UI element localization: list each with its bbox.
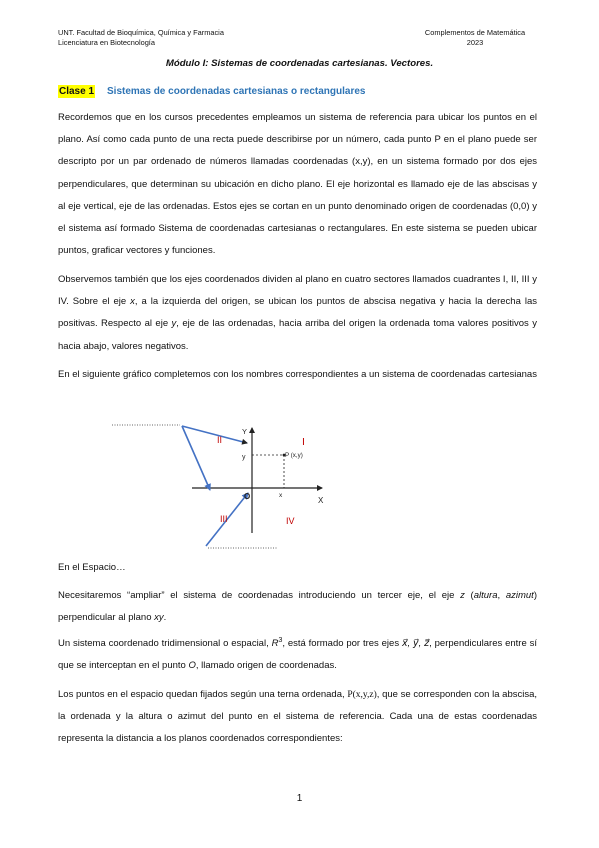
math-point: P(x,y,z) <box>347 690 377 700</box>
text-fragment: Observemos también que los ejes coordenados dividen al plano en cuatro sectores llamados cuadrantes I, II, III y IV. Sobre el eje <box>58 274 537 308</box>
math-r: R <box>271 638 279 650</box>
quadrant-iii-label: III <box>220 514 228 524</box>
origin-label: O <box>244 492 251 501</box>
page-number: 1 <box>296 793 303 804</box>
arrow-to-left-region <box>182 426 210 490</box>
text-fragment: ( <box>464 590 474 601</box>
point-label: P (x,y) <box>285 452 303 459</box>
text-fragment: , <box>497 590 506 601</box>
quadrant-ii-label: II <box>217 435 223 445</box>
text-fragment: , eje de las ordenadas, hacia arriba del origen la ordenada toma valores positivos y hacia abajo, valores negativos. <box>58 318 537 352</box>
paragraph-3d-system <box>58 630 537 678</box>
x-axis-label: X <box>318 496 324 505</box>
paragraph-third-axis <box>58 585 537 629</box>
x-coordinate-label: x <box>279 492 283 499</box>
header-course-name: Complementos de Matemática <box>424 28 526 37</box>
class-badge: Clase 1 <box>59 86 95 97</box>
term-azimut: azimut <box>505 590 534 601</box>
text-fragment: Los puntos en el espacio quedan fijados según una terna ordenada, <box>58 689 348 700</box>
module-title: Módulo I: Sistemas de coordenadas cartesianas. Vectores. <box>165 58 434 69</box>
header-faculty: UNT. Facultad de Bioquímica, Química y Farmacia <box>58 28 224 37</box>
paragraph-ordered-triple <box>58 684 537 751</box>
y-axis-label: Y <box>242 427 248 436</box>
text-fragment: ) perpendicular al plano <box>58 590 537 624</box>
arrow-to-y-axis <box>182 426 247 443</box>
math-xy: xy <box>154 612 164 624</box>
text-fragment: Un sistema coordenado tridimensional o espacial, <box>58 638 272 650</box>
paragraph-intro: Recordemos que en los cursos precedentes empleamos un sistema de referencia para ubicar los puntos en el plano. Así como cada punto de una recta puede describirse por un número, cada punto P en el plano puede ser descripto por un par ordenado de números llamadas coordenadas (x,y), en un sistema formado por dos ejes perpendiculares, que determinan su ubicación en dicho plano. El eje horizontal es llamado eje de las abscisas y al eje vertical, eje de las ordenadas. Estos ejes se cortan en un punto denominado origen de coordenadas (0,0) y el sistema así formado Sistema de coordenadas cartesianas o rectangulares. En este sistema se pueden ubicar puntos, graficar vectores y funciones. <box>58 112 537 257</box>
quadrant-iv-label: IV <box>286 516 295 526</box>
paragraph-exercise: En el siguiente gráfico completemos con los nombres correspondientes a un sistema de coordenadas cartesianas <box>58 369 537 380</box>
text-fragment: , a la izquierda del origen, se ubican los puntos de abscisa negativa y hacia la derecha las positivas. Respecto al eje <box>58 296 537 330</box>
text-fragment: , llamado origen de coordenadas. <box>195 660 337 672</box>
header-degree: Licenciatura en Biotecnología <box>58 38 155 47</box>
math-exponent: 3 <box>278 637 283 644</box>
text-fragment: , que se corresponden con la abscisa, la ordenada y la altura o azimut del punto en el sistema de referencia. Cada una de estas coordenadas representa la distancia a los planos coordenados correspondientes: <box>58 689 538 745</box>
text-fragment: . <box>163 612 167 624</box>
text-fragment: Necesitaremos “ampliar” el sistema de coordenadas introduciendo un tercer eje, el eje <box>58 590 461 601</box>
math-vectors: x⃗, y⃗, z⃗ <box>401 638 430 650</box>
math-y: y <box>171 318 177 330</box>
paragraph-space: En el Espacio… <box>58 562 126 573</box>
text-fragment: , perpendiculares entre sí que se interceptan en el punto <box>58 638 538 672</box>
y-coordinate-label: y <box>242 454 246 461</box>
text-fragment: , está formado por tres ejes <box>282 638 402 650</box>
term-altura: altura <box>473 590 498 601</box>
quadrant-i-label: I <box>302 436 305 448</box>
math-x: x <box>130 296 135 308</box>
class-title: Sistemas de coordenadas cartesianas o rectangulares <box>107 86 366 97</box>
math-o: O <box>188 660 196 672</box>
header-year: 2023 <box>466 38 484 47</box>
math-z: z <box>460 590 465 601</box>
